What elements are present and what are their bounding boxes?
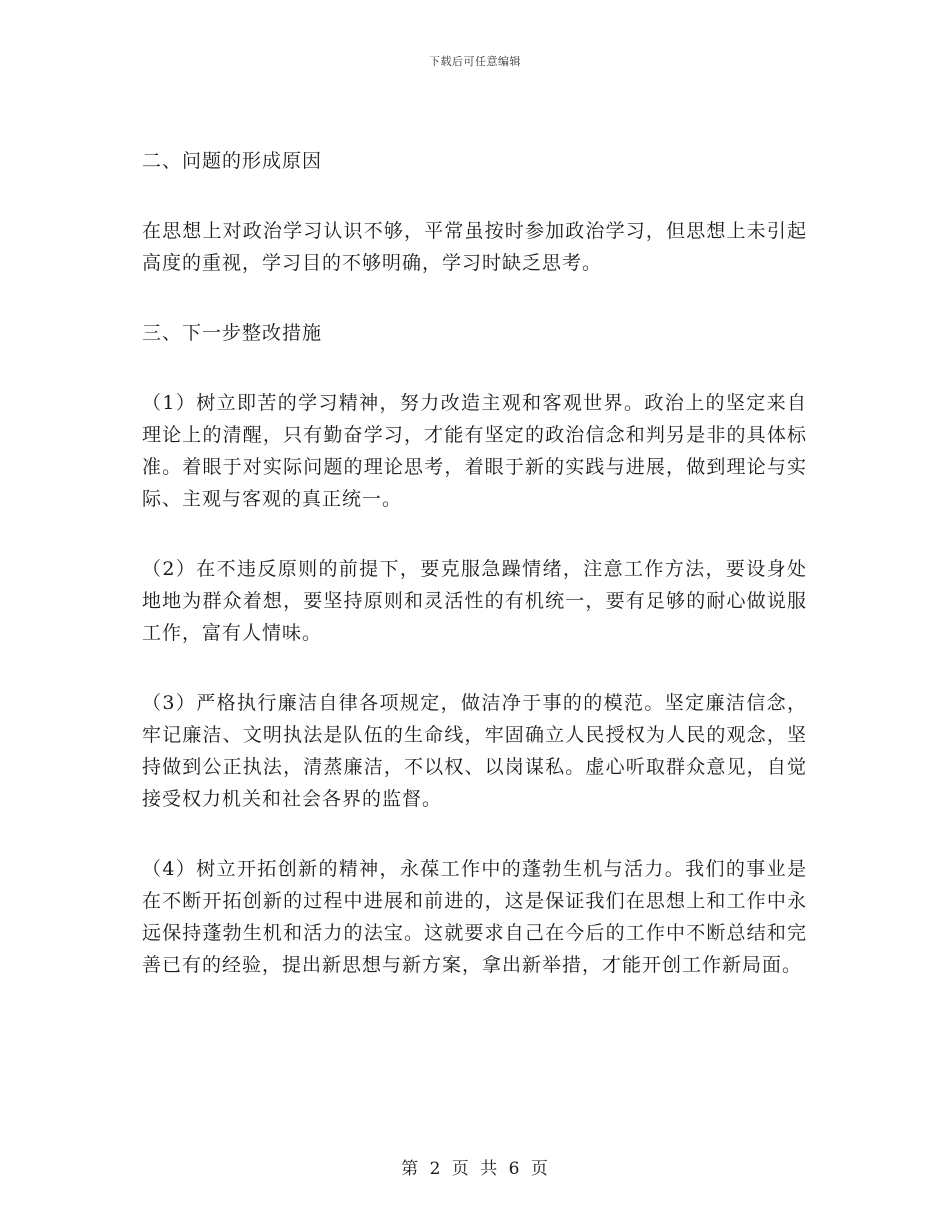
measure-item-3: （3）严格执行廉洁自律各项规定，做洁净于事的的模范。坚定廉洁信念，牢记廉洁、文明执法是队伍的生命线，牢固确立人民授权为人民的观念，坚持做到公正执法，清蒸廉洁，不以权、以岗谋私。虚心听取群众意见，自觉接受权力机关和社会各界的监督。 [142,692,807,810]
paragraph-causes: 在思想上对政治学习认识不够，平常虽按时参加政治学习，但思想上未引起高度的重视，学习目的不够明确，学习时缺乏思考。 [142,220,807,274]
measure-item-4: （4）树立开拓创新的精神，永葆工作中的蓬勃生机与活力。我们的事业是在不断开拓创新的过程中进展和前进的，这是保证我们在思想上和工作中永远保持蓬勃生机和活力的法宝。这就要求自己在今后的工作中不断总结和完善已有的经验，提出新思想与新方案，拿出新举措，才能开创工作新局面。 [142,858,807,976]
measure-item-2: （2）在不违反原则的前提下，要克服急躁情绪，注意工作方法，要设身处地地为群众着想，要坚持原则和灵活性的有机统一，要有足够的耐心做说服工作，富有人情味。 [142,558,807,644]
document-body [142,145,807,1019]
measure-item-1: （1）树立即苦的学习精神，努力改造主观和客观世界。政治上的坚定来自理论上的清醒，只有勤奋学习，才能有坚定的政治信念和判另是非的具体标准。着眼于对实际问题的理论思考，着眼于新的实践与进展，做到理论与实际、主观与客观的真正统一。 [142,392,807,510]
page-header: 下载后可任意编辑 [429,55,521,68]
page-number-footer: 第 2 页 共 6 页 [401,1159,549,1179]
section-heading-causes: 二、问题的形成原因 [142,150,323,172]
section-heading-measures: 三、下一步整改措施 [142,322,323,344]
